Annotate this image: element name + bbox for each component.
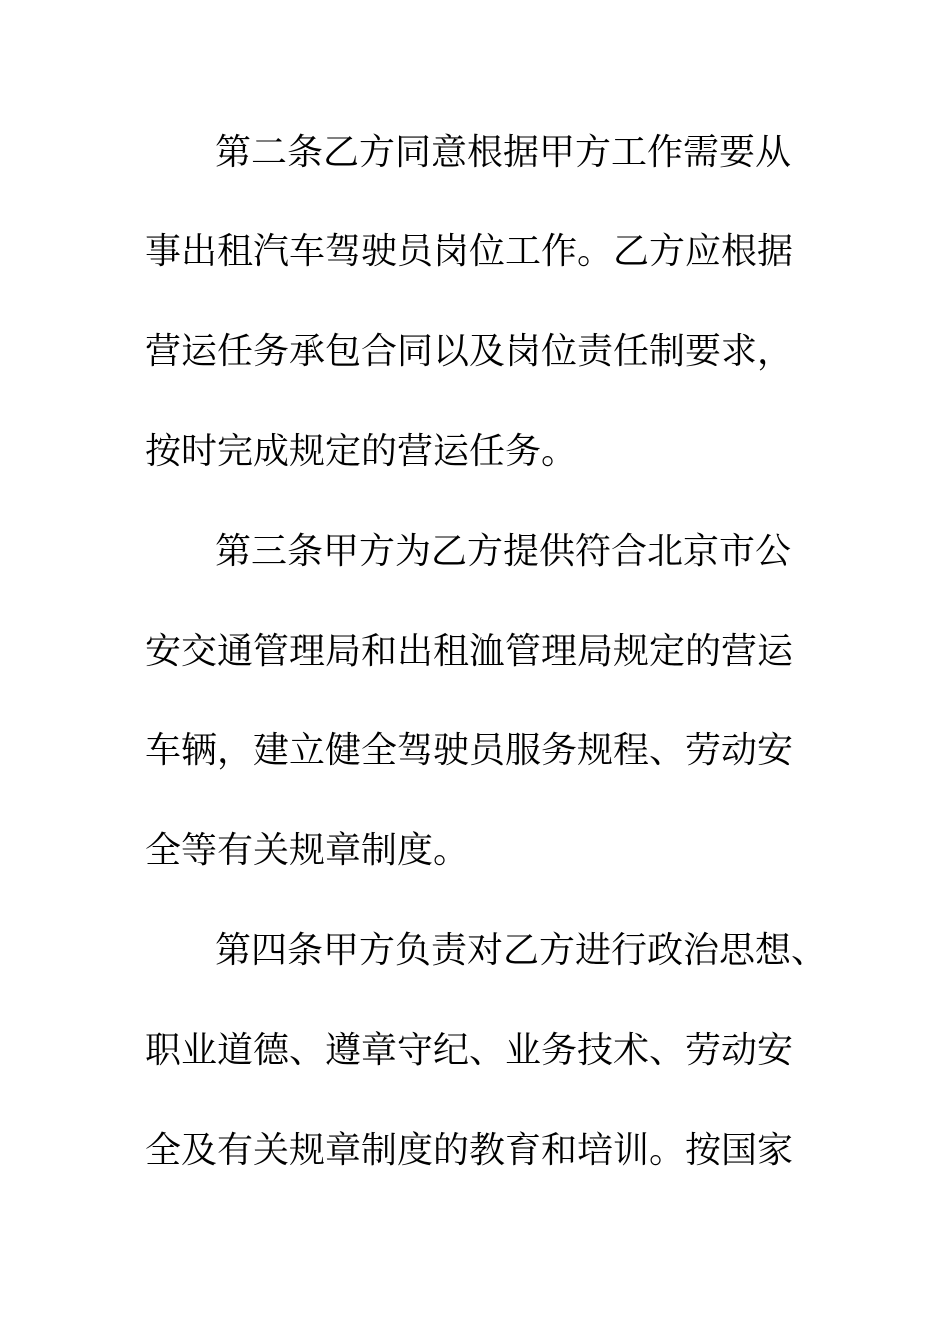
article-2-line-2: 事出租汽车驾驶员岗位工作。乙方应根据 <box>145 231 794 272</box>
article-2-line-4: 按时完成规定的营运任务。 <box>145 431 578 472</box>
article-3-line-3: 车辆，建立健全驾驶员服务规程、劳动安 <box>145 730 794 771</box>
article-3-line-1: 第三条甲方为乙方提供符合北京市公 <box>215 531 792 572</box>
article-3-line-2: 安交通管理局和出租洫管理局规定的营运 <box>145 631 794 672</box>
article-4-line-3: 全及有关规章制度的教育和培训。按国家 <box>145 1130 794 1171</box>
article-4-line-1: 第四条甲方负责对乙方进行政治思想、 <box>215 930 828 971</box>
article-2-line-1: 第二条乙方同意根据甲方工作需要从 <box>215 132 792 173</box>
article-2-line-3: 营运任务承包合同以及岗位责任制要求， <box>145 331 794 372</box>
article-3-line-4: 全等有关规章制度。 <box>145 830 470 871</box>
article-4-line-2: 职业道德、遵章守纪、业务技术、劳动安 <box>145 1030 794 1071</box>
